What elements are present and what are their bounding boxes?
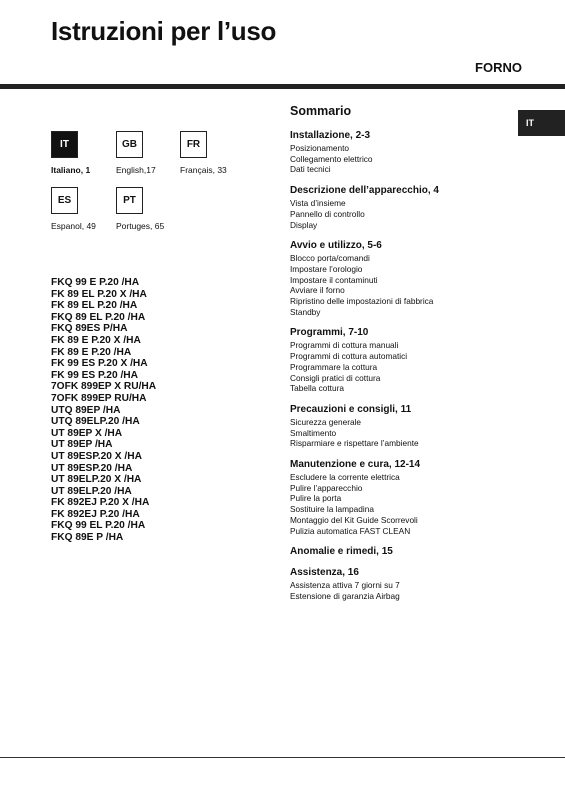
model-item: FK 99 ES P.20 /HA (51, 369, 139, 381)
toc-item[interactable]: Sicurezza generale (290, 416, 362, 427)
model-item: FK 892EJ P.20 /HA (51, 508, 140, 520)
toc-item[interactable]: Pulizia automatica FAST CLEAN (290, 525, 411, 536)
toc-item[interactable]: Blocco porta/comandi (290, 253, 370, 264)
toc-item[interactable]: Ripristino delle impostazioni di fabbrica (290, 296, 434, 307)
model-item: UT 89ESP.20 /HA (51, 462, 133, 474)
model-item: FK 89 E P.20 /HA (51, 346, 132, 358)
toc-item[interactable]: Impostare l’orologio (290, 263, 363, 274)
toc-item[interactable]: Posizionamento (290, 143, 350, 153)
toc-section-descrizione (290, 185, 505, 230)
toc-item[interactable]: Pulire l’apparecchio (290, 482, 363, 493)
model-item: FK 89 EL P.20 /HA (51, 300, 138, 312)
model-item: FK 99 ES P.20 X /HA (51, 358, 148, 370)
table-of-contents (290, 104, 505, 612)
toc-item[interactable]: Programmare la cottura (290, 361, 378, 372)
model-item: 7OFK 899EP X RU/HA (51, 381, 157, 393)
model-item: FKQ 99 E P.20 /HA (51, 277, 140, 288)
toc-item[interactable]: Estensione di garanzia Airbag (290, 590, 400, 601)
language-label-gb: English,17 (116, 165, 156, 175)
model-item: UTQ 89EP /HA (51, 404, 121, 416)
toc-item[interactable]: Smaltimento (290, 427, 337, 438)
language-label-it: Italiano, 1 (51, 165, 91, 175)
model-item: UT 89ELP.20 /HA (51, 485, 132, 497)
language-label-es: Espanol, 49 (51, 221, 96, 231)
model-item: FK 89 E P.20 X /HA (51, 334, 141, 346)
toc-section-manutenzione (290, 459, 505, 536)
toc-section-installazione (290, 130, 505, 175)
model-item: FKQ 89 EL P.20 /HA (51, 311, 146, 323)
toc-section-anomalie (290, 546, 505, 557)
toc-item[interactable]: Pannello di controllo (290, 208, 365, 219)
toc-heading[interactable]: Descrizione dell’apparecchio, 4 (290, 185, 439, 197)
toc-item[interactable]: Standby (290, 306, 321, 317)
toc-item[interactable]: Vista d’insieme (290, 198, 346, 209)
toc-section-programmi (290, 327, 505, 394)
model-item: UT 89ESP.20 X /HA (51, 450, 142, 462)
toc-item[interactable]: Consigli pratici di cottura (290, 372, 381, 383)
language-code-pt[interactable]: PT (116, 187, 143, 214)
model-item: UT 89EP /HA (51, 439, 113, 451)
toc-section-assistenza (290, 567, 505, 601)
footer-rule (0, 757, 565, 758)
model-item: FK 892EJ P.20 X /HA (51, 497, 150, 509)
toc-heading[interactable]: Precauzioni e consigli, 11 (290, 403, 412, 415)
toc-item[interactable]: Avviare il forno (290, 285, 345, 296)
toc-heading[interactable]: Manutenzione e cura, 12-14 (290, 459, 421, 471)
language-code-gb[interactable]: GB (116, 131, 143, 158)
model-list (51, 277, 156, 544)
toc-item[interactable]: Sostituire la lampadina (290, 504, 374, 515)
model-item: FK 89 EL P.20 X /HA (51, 288, 147, 300)
toc-item[interactable]: Impostare il contaminuti (290, 274, 378, 285)
toc-item[interactable]: Tabella cottura (290, 383, 344, 394)
summary-title: Sommario (290, 104, 352, 118)
model-item: FKQ 89E P /HA (51, 532, 124, 544)
toc-item[interactable]: Pulire la porta (290, 493, 342, 504)
toc-heading[interactable]: Programmi, 7-10 (290, 327, 369, 339)
toc-item[interactable]: Dati tecnici (290, 164, 331, 175)
toc-heading[interactable]: Installazione, 2-3 (290, 130, 371, 141)
language-label-fr: Français, 33 (180, 165, 227, 175)
toc-item[interactable]: Programmi di cottura manuali (290, 340, 399, 351)
language-code-it[interactable]: IT (51, 131, 78, 158)
toc-heading[interactable]: Avvio e utilizzo, 5-6 (290, 240, 382, 252)
toc-heading[interactable]: Assistenza, 16 (290, 567, 359, 579)
toc-item[interactable]: Collegamento elettrico (290, 153, 373, 164)
language-code-fr[interactable]: FR (180, 131, 207, 158)
toc-heading[interactable]: Anomalie e rimedi, 15 (290, 546, 393, 558)
language-pt[interactable] (116, 187, 256, 231)
model-item: FKQ 89ES P/HA (51, 323, 128, 335)
language-code-es[interactable]: ES (51, 187, 78, 214)
product-label: FORNO (475, 60, 522, 75)
toc-item[interactable]: Assistenza attiva 7 giorni su 7 (290, 580, 400, 591)
toc-item[interactable]: Programmi di cottura automatici (290, 351, 408, 362)
model-item: UTQ 89ELP.20 /HA (51, 416, 140, 428)
toc-section-avvio (290, 240, 505, 317)
model-item: UT 89ELP.20 X /HA (51, 474, 142, 486)
page-title: Istruzioni per l’uso (51, 16, 277, 46)
model-item: UT 89EP X /HA (51, 427, 123, 439)
model-item: 7OFK 899EP RU/HA (51, 392, 147, 404)
toc-item[interactable]: Risparmiare e rispettare l’ambiente (290, 438, 419, 449)
language-label-pt: Portuges, 65 (116, 221, 165, 231)
toc-section-precauzioni (290, 404, 505, 449)
toc-item[interactable]: Montaggio del Kit Guide Scorrevoli (290, 514, 418, 525)
header-rule (0, 84, 565, 89)
model-item: FKQ 99 EL P.20 /HA (51, 520, 146, 532)
toc-item[interactable]: Display (290, 219, 318, 230)
language-tab-it[interactable]: IT (518, 110, 565, 136)
toc-item[interactable]: Escludere la corrente elettrica (290, 472, 400, 483)
